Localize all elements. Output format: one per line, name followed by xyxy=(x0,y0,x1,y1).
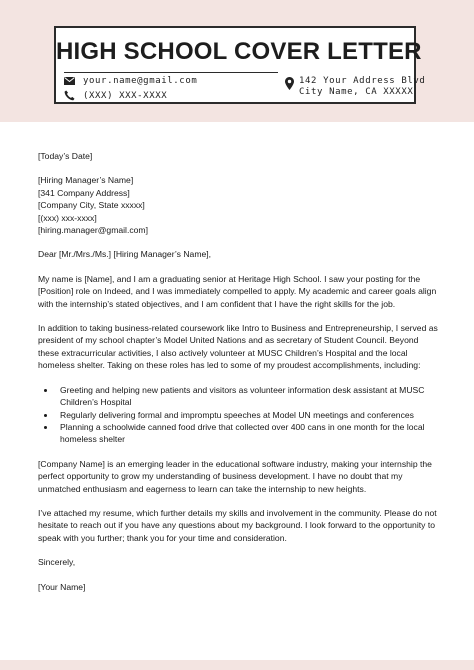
page-title: HIGH SCHOOL COVER LETTER xyxy=(56,38,422,65)
footer-band xyxy=(0,660,474,670)
paragraph-experience: In addition to taking business-related coursework like Intro to Business and Entrepreneurship, I served as president of my school chapter’s Model United Nations and as secretary of Student Council. Beyond these extracurricular activities, I also actively volunteer at MUSC Children’s Hospital and the local homeless shelter. Taking on these roles has led to some of my proudest accomplishments, including: xyxy=(38,323,438,371)
salutation: Dear [Mr./Mrs./Ms.] [Hiring Manager’s Name], xyxy=(38,249,212,260)
recipient-block xyxy=(38,174,438,236)
address-line-1: 142 Your Address Blvd xyxy=(299,76,426,86)
phone-icon xyxy=(64,90,75,101)
letter-body xyxy=(38,150,438,593)
envelope-icon xyxy=(64,77,75,85)
recipient-line: [hiring.manager@gmail.com] xyxy=(38,225,148,236)
list-item: • Planning a schoolwide canned food drive that collected over 400 cans in one month for the local homeless shelter xyxy=(56,421,438,446)
map-pin-icon xyxy=(285,77,294,90)
email-text: your.name@gmail.com xyxy=(83,76,198,86)
phone-text: (XXX) XXX-XXXX xyxy=(83,90,168,101)
email-row xyxy=(64,76,197,86)
phone-row xyxy=(64,90,167,101)
paragraph-closing: I’ve attached my resume, which further details my skills and involvement in the community. Please do not hesitate to reach out if you have any questions about my background. I look forward to the opportunity to speak with you further; thank you for your time and consideration. xyxy=(38,507,437,543)
paragraph-company: [Company Name] is an emerging leader in the educational software industry, making your internship the perfect opportunity to grow my understanding of business development. I have no doubt that my unmatched enthusiasm and eagerness to learn can take the internship to new heights. xyxy=(38,458,432,494)
accomplishments-list xyxy=(38,384,438,446)
recipient-line: [Hiring Manager’s Name] xyxy=(38,175,134,186)
address-line-2: City Name, CA XXXXX xyxy=(299,87,414,97)
letter-date: [Today’s Date] xyxy=(38,151,93,161)
list-item: • Greeting and helping new patients and visitors as volunteer information desk assistant at MUSC Children’s Hospital xyxy=(56,384,438,409)
list-item: • Regularly delivering formal and impromptu speeches at Model UN meetings and conferences xyxy=(56,409,438,421)
recipient-line: [(xxx) xxx-xxxx] xyxy=(38,212,97,223)
recipient-line: [Company City, State xxxxx] xyxy=(38,200,145,211)
paragraph-intro: My name is [Name], and I am a graduating senior at Heritage High School. I saw your posting for the [Position] role on Indeed, and I was immediately compelled to apply. My academic and career goals align with the internship’s stated objectives, and I am confident that I have the right skills for the job. xyxy=(38,273,437,309)
closing: Sincerely, xyxy=(38,557,76,568)
address-block xyxy=(285,76,425,98)
signature: [Your Name] xyxy=(38,581,86,592)
header-box xyxy=(54,26,426,104)
title-divider xyxy=(64,72,278,73)
recipient-line: [341 Company Address] xyxy=(38,187,130,198)
